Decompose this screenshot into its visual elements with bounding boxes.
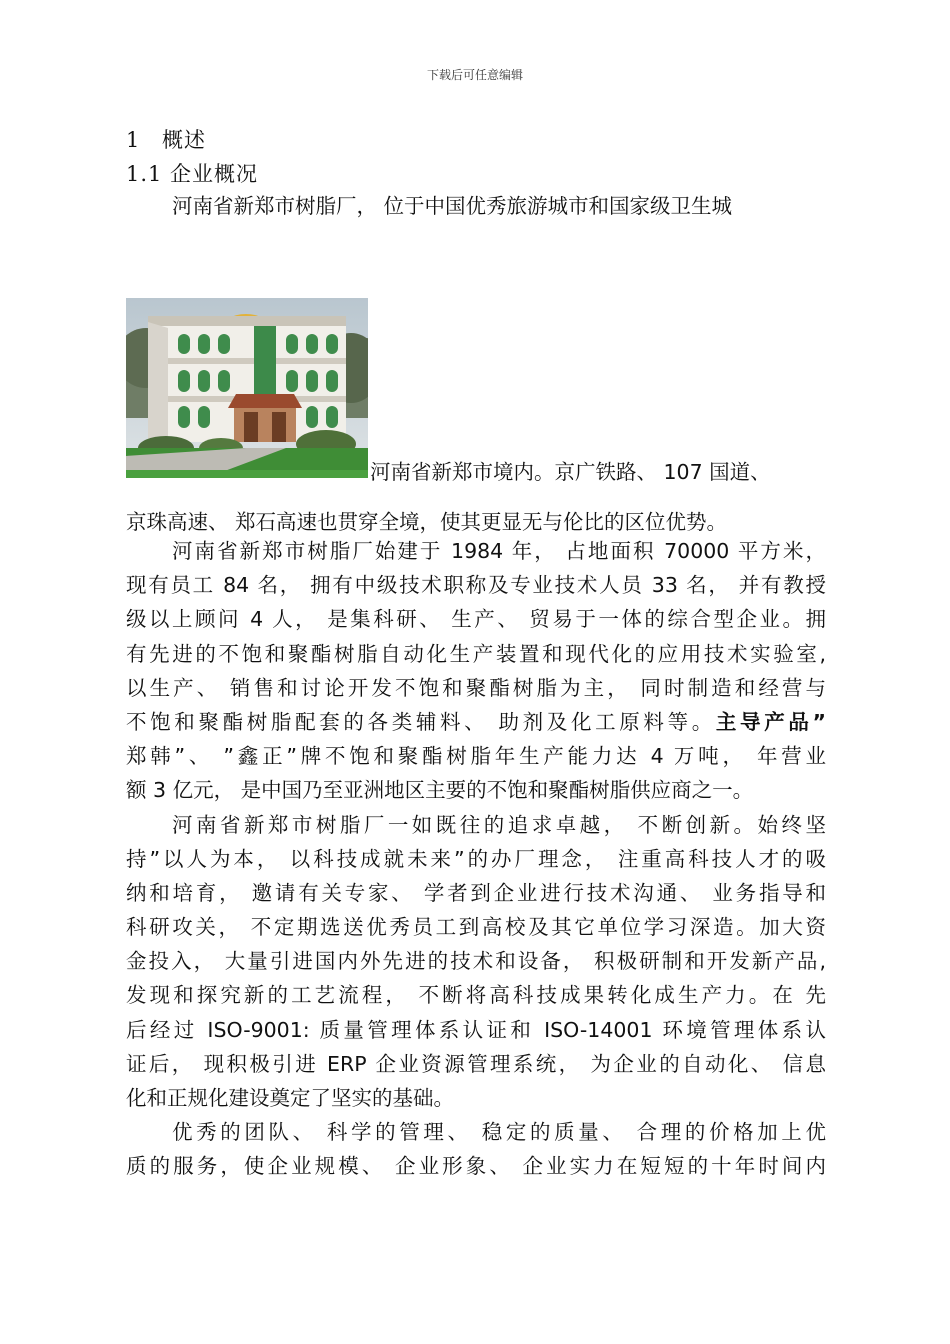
paragraph-3-line: 证后， 现积极引进 ERP 企业资源管理系统， 为企业的自动化、 信息 <box>126 1051 826 1076</box>
paragraph-3-line: 金投入， 大量引进国内外先进的技术和设备， 积极研制和开发新产品, <box>126 949 826 974</box>
subsection-number: 1.1 <box>126 162 163 186</box>
paragraph-2-line: 以生产、 销售和讨论开发不饱和聚酯树脂为主， 同时制造和经营与 <box>126 675 826 700</box>
paragraph-2-line-with-bold <box>126 705 826 739</box>
section-title: 概述 <box>162 128 206 152</box>
subsection-title: 企业概况 <box>170 162 258 186</box>
paragraph-3-line: 后经过 ISO-9001: 质量管理体系认证和 ISO-14001 环境管理体系认 <box>126 1017 826 1042</box>
paragraph-4-line: 优秀的团队、 科学的管理、 稳定的质量、 合理的价格加上优 <box>172 1120 826 1145</box>
section-heading-1-1 <box>126 158 258 188</box>
photo-caption-line: 河南省新郑市境内。京广铁路、 107 国道、 <box>370 460 771 484</box>
bold-phrase: 主导产品” <box>715 709 826 734</box>
paragraph-3-line: 纳和培育， 邀请有关专家、 学者到企业进行技术沟通、 业务指导和 <box>126 880 826 905</box>
paragraph-3-line: 发现和探究新的工艺流程， 不断将高科技成果转化成生产力。在 先 <box>126 983 826 1008</box>
line-after-photo: 京珠高速、 郑石高速也贯穿全境，使其更显无与伦比的区位优势。 <box>126 510 728 534</box>
paragraph-3-line: 持”以人为本， 以科技成就未来”的办厂理念， 注重高科技人才的吸 <box>126 846 826 871</box>
paragraph-3-line: 科研攻关， 不定期选送优秀员工到高校及其它单位学习深造。加大资 <box>126 915 826 940</box>
paragraph-2-line: 有先进的不饱和聚酯树脂自动化生产装置和现代化的应用技术实验室, <box>126 641 826 666</box>
paragraph-2-line: 现有员工 84 名， 拥有中级技术职称及专业技术人员 33 名， 并有教授 <box>126 573 826 598</box>
paragraph-2-line: 级以上顾问 4 人， 是集科研、 生产、 贸易于一体的综合型企业。拥 <box>126 607 826 632</box>
factory-building-photo <box>126 298 368 478</box>
section-heading-1 <box>126 124 206 154</box>
paragraph-2-line: 郑韩”、 ”鑫正”牌不饱和聚酯树脂年生产能力达 4 万吨， 年营业 <box>126 744 826 769</box>
intro-line: 河南省新郑市树脂厂， 位于中国优秀旅游城市和国家级卫生城 <box>172 194 733 218</box>
paragraph-2-line: 额 3 亿元， 是中国乃至亚洲地区主要的不饱和聚酯树脂供应商之一。 <box>126 778 754 803</box>
body-text <box>126 534 826 1184</box>
paragraph-2-line: 河南省新郑市树脂厂始建于 1984 年， 占地面积 70000 平方米， <box>172 539 826 563</box>
paragraph-3-line: 河南省新郑市树脂厂一如既往的追求卓越， 不断创新。始终坚 <box>172 812 826 837</box>
page-header-note: 下载后可任意编辑 <box>426 68 523 82</box>
paragraph-4-line: 质的服务，使企业规模、 企业形象、 企业实力在短短的十年时间内 <box>126 1154 826 1179</box>
paragraph-3-line: 化和正规化建设奠定了坚实的基础。 <box>126 1086 454 1110</box>
paragraph-2-text: 不饱和聚酯树脂配套的各类辅料、 助剂及化工原料等。 <box>126 709 716 734</box>
section-number: 1 <box>126 128 141 152</box>
